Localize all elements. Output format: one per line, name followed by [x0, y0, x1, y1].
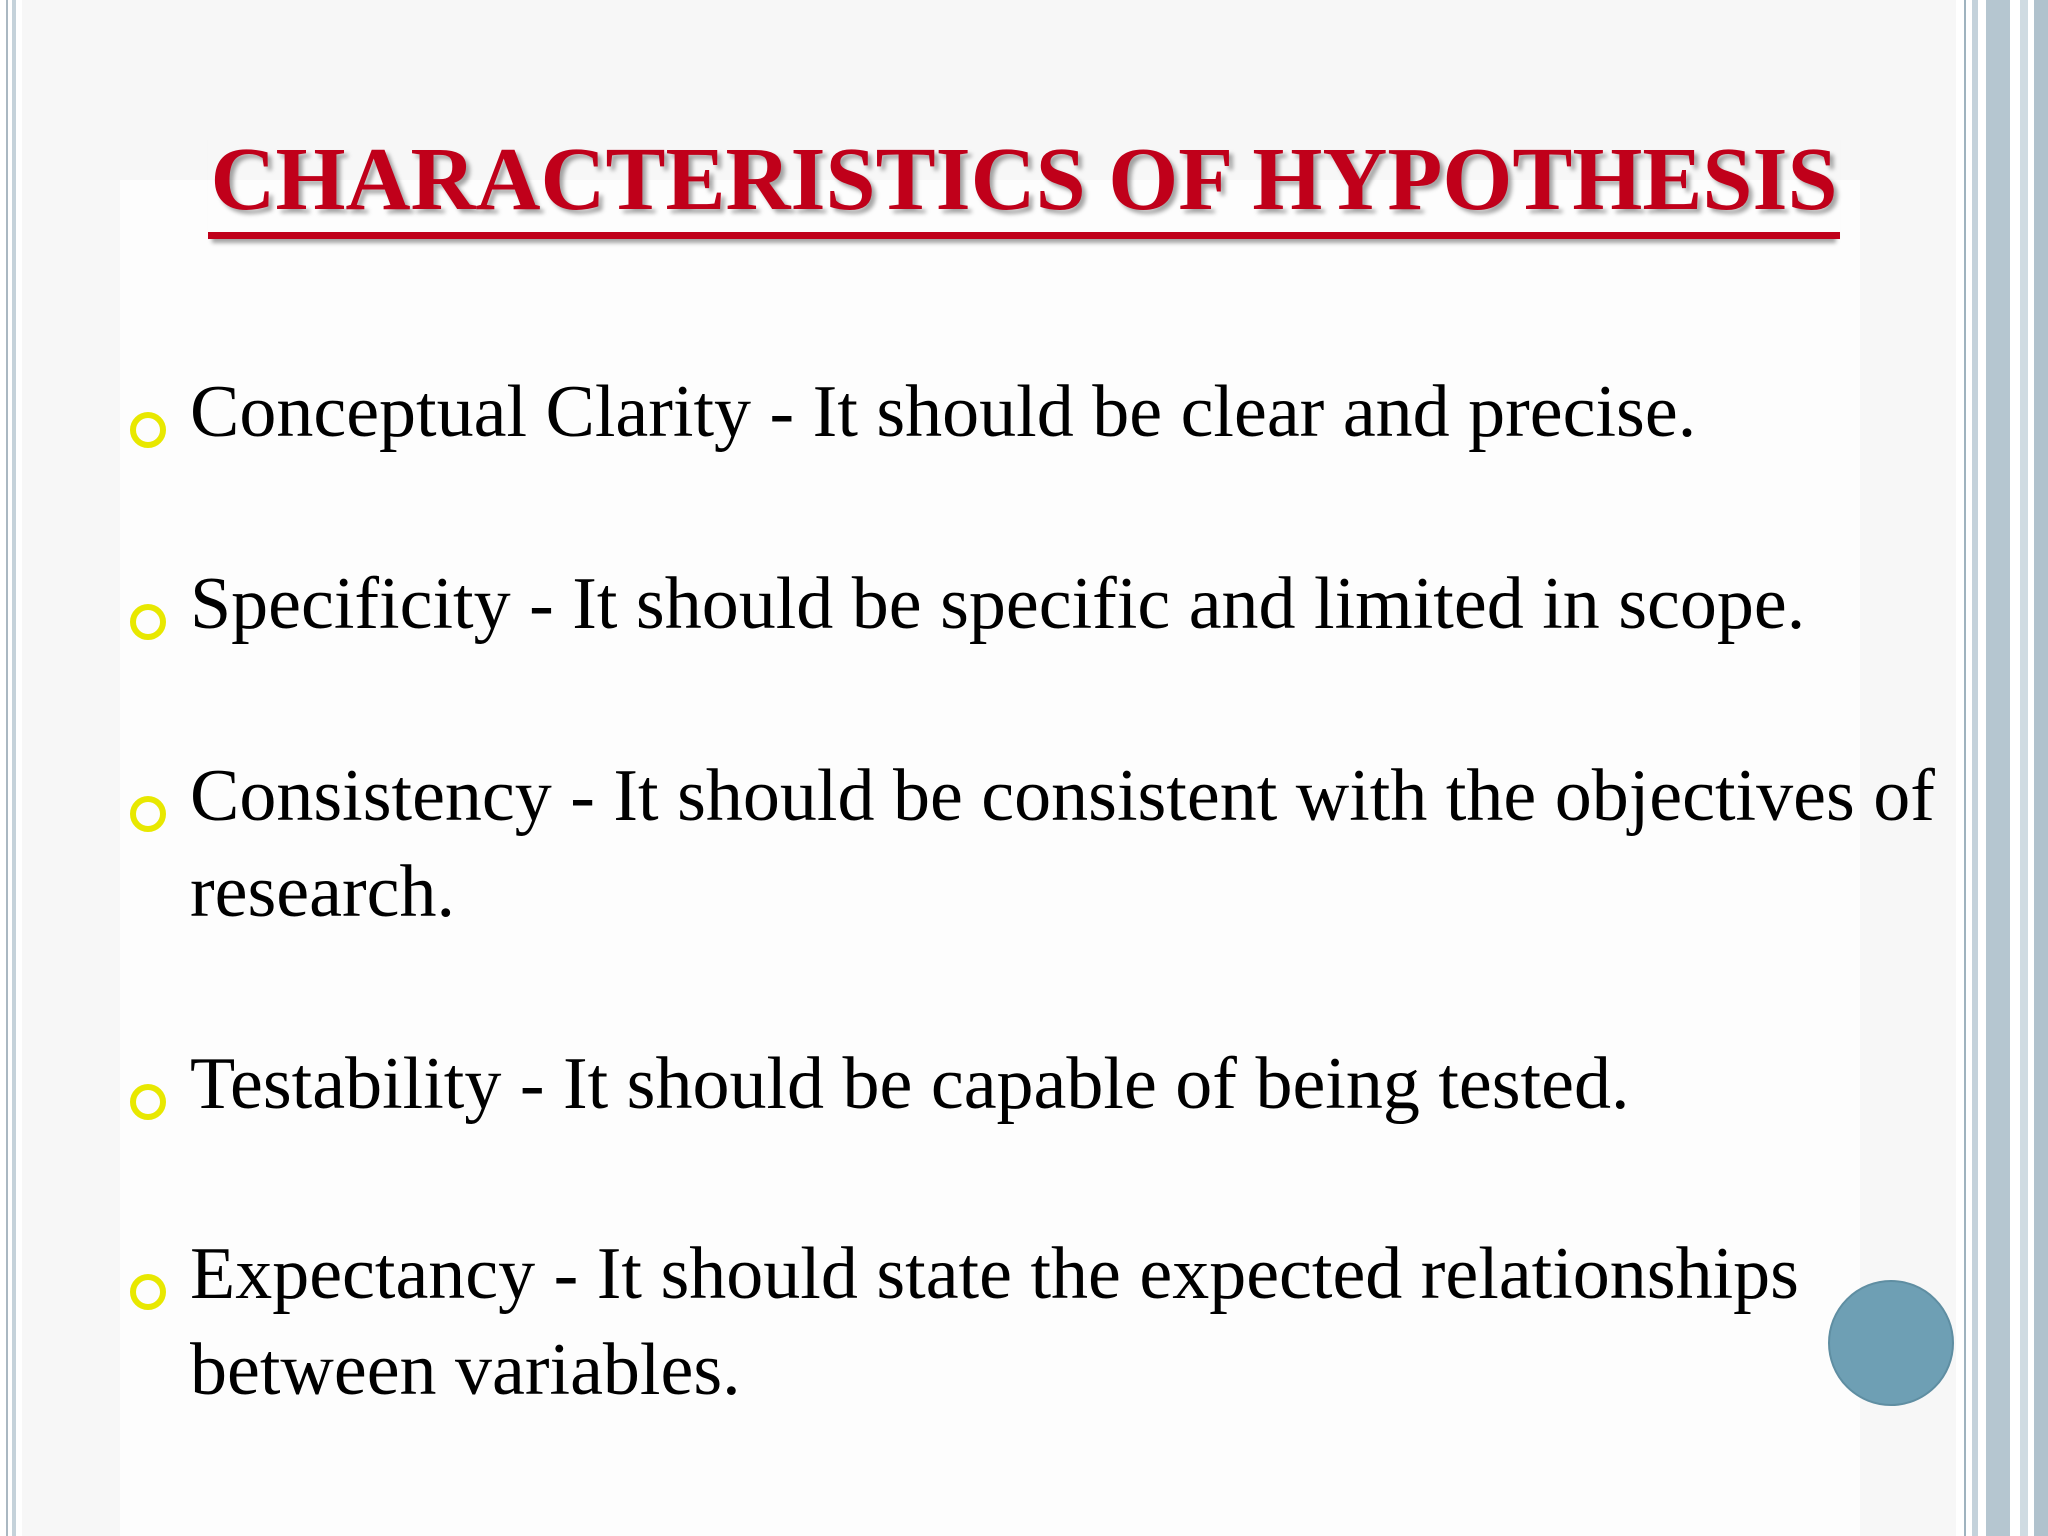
hollow-circle-bullet-icon [130, 412, 166, 448]
bullet-item-consistency [126, 748, 1956, 940]
slide-title-text: CHARACTERISTICS OF HYPOTHESIS [208, 128, 1839, 239]
bullet-list [126, 364, 1956, 1418]
hollow-circle-bullet-icon [130, 1084, 166, 1120]
bullet-text: Consistency - It should be consistent with the objectives of research. [190, 755, 1935, 933]
bullet-text: Testability - It should be capable of being tested. [190, 1043, 1630, 1125]
hollow-circle-bullet-icon [130, 604, 166, 640]
bullet-text: Expectancy - It should state the expected relationships between variables. [190, 1233, 1799, 1411]
bullet-item-testability [126, 1036, 1956, 1132]
bullet-text: Specificity - It should be specific and limited in scope. [190, 563, 1806, 645]
hollow-circle-bullet-icon [130, 1274, 166, 1310]
hollow-circle-bullet-icon [130, 796, 166, 832]
filled-circle-icon [1828, 1280, 1954, 1406]
slide-title [0, 120, 2048, 240]
bullet-item-conceptual-clarity [126, 364, 1956, 460]
bullet-item-expectancy [126, 1226, 1956, 1418]
bullet-text: Conceptual Clarity - It should be clear and precise. [190, 371, 1697, 453]
bullet-item-specificity [126, 556, 1956, 652]
